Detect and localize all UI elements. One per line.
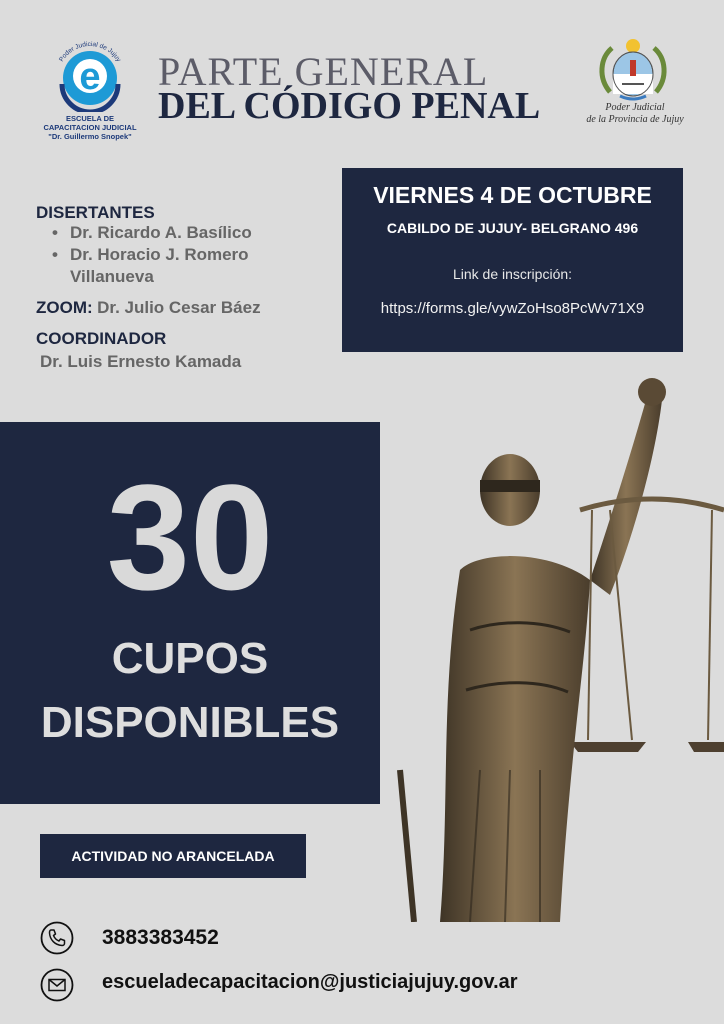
free-activity-badge: ACTIVIDAD NO ARANCELADA [40,834,306,878]
available-slots-panel [0,422,380,804]
registration-link-label: Link de inscripción: [452,266,573,282]
registration-link[interactable]: https://forms.gle/vywZoHso8PcWv71X9 [380,300,645,317]
speaker-item: • Dr. Ricardo A. Basílico [50,222,310,244]
slots-label-line1: CUPOS [111,634,269,683]
provincial-seal-icon [596,36,670,102]
logo-arc-text: Poder Judicial de Jujuy [58,40,122,64]
zoom-name: Dr. Julio Cesar Báez [97,298,261,317]
coordinator-name: Dr. Luis Ernesto Kamada [40,352,242,371]
slots-number: 30 [106,453,274,621]
email-icon [40,968,74,1002]
speakers-heading: DISERTANTES [36,203,155,222]
seal-caption-line1: Poder Judicial [605,102,665,113]
phone-icon [40,921,74,955]
event-place: CABILDO DE JUJUY- BELGRANO 496 [386,220,639,236]
title-line1: PARTE GENERAL [158,49,489,94]
logo-letter: e [79,56,101,98]
coordinator-heading: COORDINADOR [36,329,167,348]
title-line2: DEL CÓDIGO PENAL [158,85,541,127]
email-address[interactable]: escueladecapacitacion@justiciajujuy.gov.ar [102,971,518,993]
zoom-label: ZOOM: [36,298,93,317]
seal-caption-line2: de la Provincia de Jujuy [586,114,684,125]
event-date: VIERNES 4 DE OCTUBRE [373,182,652,208]
lady-justice-statue-icon [370,370,724,922]
speaker-item: • Dr. Horacio J. Romero Villanueva [50,244,310,288]
zoom-line [36,298,261,318]
slots-label-line2: DISPONIBLES [40,698,340,747]
school-name-line2: CAPACITACION JUDICIAL [43,123,137,132]
speakers-list [50,222,310,288]
school-name-line3: "Dr. Guillermo Snopek" [48,132,132,141]
phone-number[interactable]: 3883383452 [102,926,219,949]
school-name-line1: ESCUELA DE [65,114,115,123]
school-logo-emblem [40,32,140,112]
event-info-box [342,168,683,352]
school-logo [40,32,140,150]
seal-caption [570,102,700,126]
